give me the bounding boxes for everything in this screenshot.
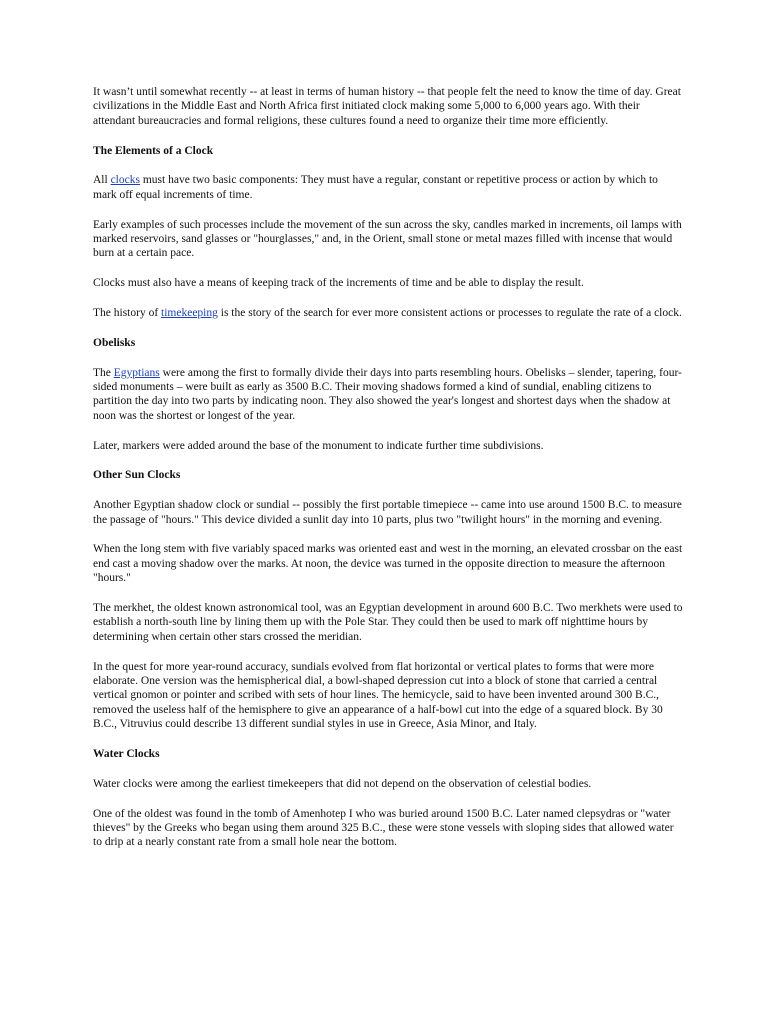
link-clocks[interactable]: clocks — [110, 174, 140, 187]
heading-water-clocks: Water Clocks — [93, 748, 160, 761]
paragraph-sundials: In the quest for more year-round accuracy, sundials evolved from flat horizontal or vertical plates to forms that were more elaborate. One version was the hemispherical dial, a bowl-shaped depression cut into a block of stone that carried a central vertical gnomon or pointer and scribed with sets of hour lines. The hemicycle, said to have been invented around 300 B.C., removed the useless half of the hemisphere to give an appearance of a half-bowl cut into the edge of a squared block. By 30 B.C., Vitruvius could describe 13 different sundial styles in use in Greece, Asia Minor, and Italy. — [93, 660, 663, 731]
heading-other-sun-clocks: Other Sun Clocks — [93, 469, 181, 482]
paragraph-components — [93, 173, 683, 202]
paragraph-egyptians — [93, 366, 683, 424]
link-timekeeping[interactable]: timekeeping — [161, 307, 218, 320]
paragraph-shadow-clock: Another Egyptian shadow clock or sundial -- possibly the first portable timepiece -- came into use around 1500 B.C. to measure the passage of "hours." This device divided a sunlit day into 10 parts, plus two "twilight hours" in the morning and evening. — [93, 499, 682, 526]
text-fragment: All — [93, 174, 111, 187]
paragraph-water-clocks: Water clocks were among the earliest timekeepers that did not depend on the observation of celestial bodies. — [93, 777, 592, 790]
document-page — [93, 85, 683, 865]
paragraph-merkhet: The merkhet, the oldest known astronomical tool, was an Egyptian development in around 600 B.C. Two merkhets were used to establish a north-south line by lining them up with the Pole Star. They could then be used to mark off nighttime hours by determining when certain other stars crossed the meridian. — [93, 602, 683, 643]
paragraph-intro: It wasn’t until somewhat recently -- at least in terms of human history -- that people felt the need to know the time of day. Great civilizations in the Middle East and North Africa first initiated clock making some 5,000 to 6,000 years ago. With their attendant bureaucracies and formal religions, these cultures found a need to organize their time more efficiently. — [93, 86, 681, 127]
text-fragment: must have two basic components: They must have a regular, constant or repetitive process or action by which to mark off equal increments of time. — [93, 174, 658, 201]
paragraph-long-stem: When the long stem with five variably spaced marks was oriented east and west in the morning, an elevated crossbar on the east end cast a moving shadow over the marks. At noon, the device was turned in the opposite direction to measure the afternoon "hours." — [93, 543, 683, 585]
paragraph-early-examples: Early examples of such processes include the movement of the sun across the sky, candles marked in increments, oil lamps with marked reservoirs, sand glasses or "hourglasses," and, in the Orient, small stone or metal mazes filled with incense that would burn at a certain pace. — [93, 218, 682, 260]
text-fragment: The — [93, 366, 114, 379]
heading-elements-of-a-clock: The Elements of a Clock — [93, 144, 214, 157]
paragraph-amenhotep: One of the oldest was found in the tomb of Amenhotep I who was buried around 1500 B.C. Later named clepsydras or "water thieves" by the Greeks who began using them around 325 B.C., these were stone vessels with sloping sides that allowed water to drip at a nearly constant rate from a small hole near the bottom. — [93, 807, 674, 849]
heading-obelisks: Obelisks — [93, 336, 136, 349]
paragraph-markers: Later, markers were added around the base of the monument to indicate further time subdivisions. — [93, 439, 544, 452]
paragraph-history — [93, 306, 683, 320]
link-egyptians[interactable]: Egyptians — [113, 366, 160, 379]
text-fragment: The history of — [93, 307, 162, 320]
paragraph-means: Clocks must also have a means of keeping track of the increments of time and be able to display the result. — [93, 277, 584, 290]
text-fragment: were among the first to formally divide their days into parts resembling hours. Obelisks – slender, tapering, four-sided monuments – were built as early as 3500 B.C. Their moving shadows formed a kind of sundial, enabling citizens to partition the day into two parts by indicating noon. They also showed the year's longest and shortest days when the shadow at noon was the shortest or longest of the year. — [93, 366, 682, 422]
text-fragment: is the story of the search for ever more consistent actions or processes to regulate the rate of a clock. — [217, 307, 682, 320]
